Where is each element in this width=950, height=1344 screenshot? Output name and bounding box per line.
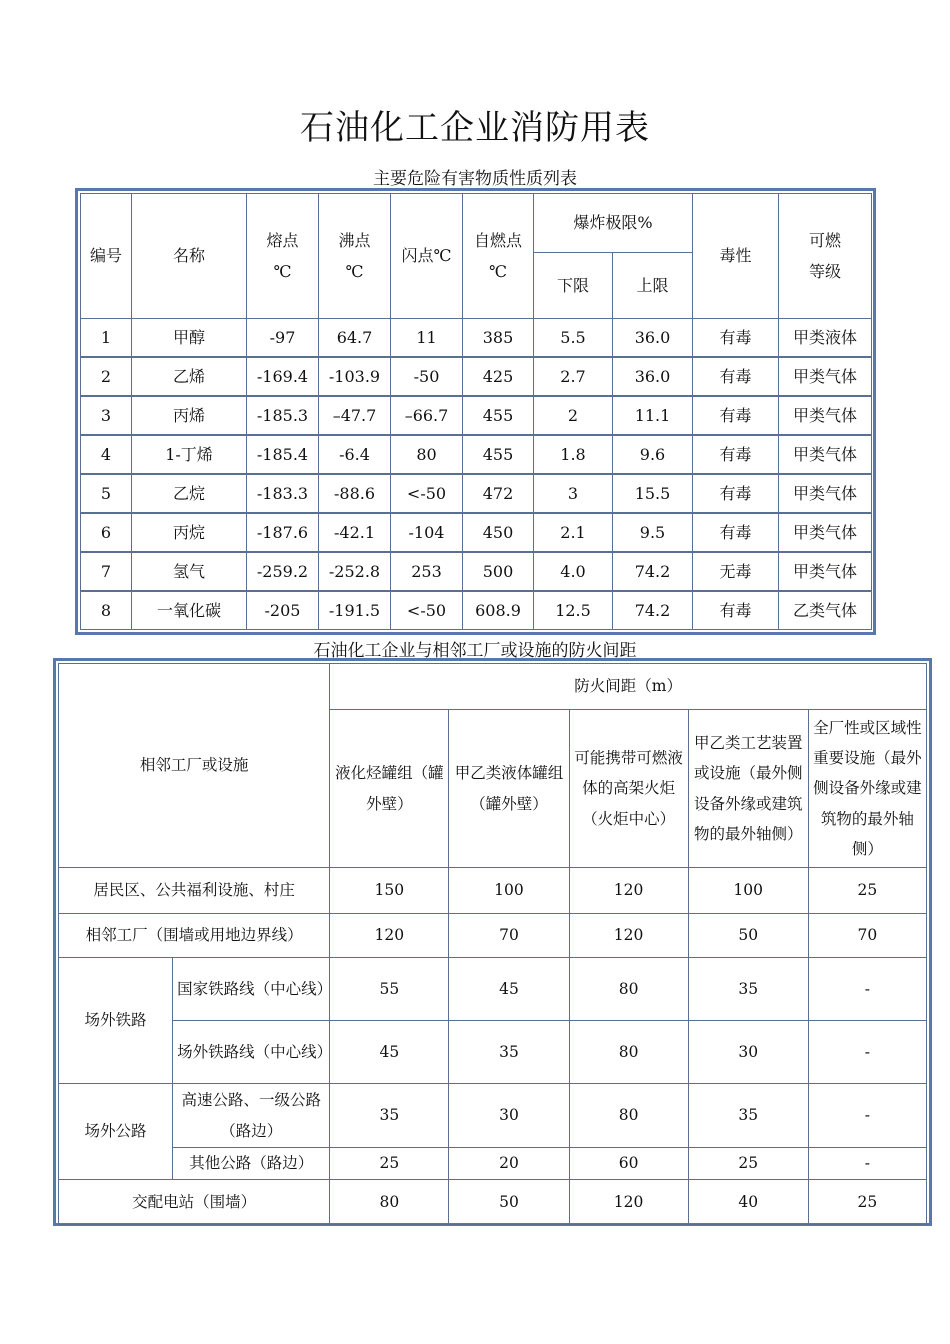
cell-no: 6 bbox=[81, 513, 132, 552]
cell-value: 80 bbox=[569, 958, 688, 1021]
cell-boil: -6.4 bbox=[319, 435, 391, 474]
cell-toxicity: 无毒 bbox=[693, 552, 779, 591]
cell-upper: 9.5 bbox=[613, 513, 693, 552]
cell-toxicity: 有毒 bbox=[693, 396, 779, 435]
table-row bbox=[81, 513, 872, 552]
cell-value: 35 bbox=[688, 958, 808, 1021]
cell-no: 1 bbox=[81, 319, 132, 357]
cell-value: 100 bbox=[688, 868, 808, 914]
table-row bbox=[81, 474, 872, 513]
cell-value: 50 bbox=[449, 1180, 569, 1225]
cell-grade: 甲类气体 bbox=[779, 435, 872, 474]
row-group-road: 场外公路 bbox=[59, 1084, 173, 1180]
cell-grade: 甲类气体 bbox=[779, 552, 872, 591]
header-melt bbox=[247, 194, 319, 319]
header-process-unit: 甲乙类工艺装置或设施（最外侧设备外缘或建筑物的最外轴侧） bbox=[688, 710, 808, 868]
cell-value: 20 bbox=[449, 1148, 569, 1180]
cell-value: 45 bbox=[330, 1021, 449, 1084]
table-row bbox=[59, 1180, 927, 1225]
cell-melt: -185.3 bbox=[247, 396, 319, 435]
row-group-railway: 场外铁路 bbox=[59, 958, 173, 1084]
cell-melt: -183.3 bbox=[247, 474, 319, 513]
table-row bbox=[59, 1084, 927, 1148]
cell-value: 80 bbox=[569, 1084, 688, 1148]
cell-flash: <-50 bbox=[391, 474, 463, 513]
cell-no: 5 bbox=[81, 474, 132, 513]
cell-flash: –66.7 bbox=[391, 396, 463, 435]
cell-value: 70 bbox=[808, 914, 926, 958]
cell-autoign: 608.9 bbox=[463, 591, 534, 629]
cell-boil: –47.7 bbox=[319, 396, 391, 435]
cell-value: 50 bbox=[688, 914, 808, 958]
cell-value: 60 bbox=[569, 1148, 688, 1180]
header-flare: 可能携带可燃液体的高架火炬（火炬中心） bbox=[569, 710, 688, 868]
cell-name: 乙烷 bbox=[132, 474, 247, 513]
cell-boil: -191.5 bbox=[319, 591, 391, 629]
header-boil-label: 沸点 bbox=[338, 230, 371, 250]
table-row bbox=[81, 357, 872, 396]
header-grade-label: 等级 bbox=[808, 262, 841, 281]
fire-distance-table bbox=[58, 663, 927, 1225]
cell-value: - bbox=[808, 958, 926, 1021]
cell-toxicity: 有毒 bbox=[693, 513, 779, 552]
cell-upper: 11.1 bbox=[613, 396, 693, 435]
table-row bbox=[59, 958, 927, 1021]
header-flammable-label: 可燃 bbox=[808, 230, 841, 250]
cell-value: - bbox=[808, 1021, 926, 1084]
cell-autoign: 385 bbox=[463, 319, 534, 357]
cell-value: 30 bbox=[449, 1084, 569, 1148]
cell-value: 100 bbox=[449, 868, 569, 914]
table-row bbox=[59, 1148, 927, 1180]
cell-value: 25 bbox=[808, 868, 926, 914]
cell-value: 35 bbox=[688, 1084, 808, 1148]
cell-flash: 80 bbox=[391, 435, 463, 474]
row-label-highway: 高速公路、一级公路（路边） bbox=[173, 1084, 330, 1148]
cell-grade: 甲类气体 bbox=[779, 474, 872, 513]
table-row bbox=[59, 868, 927, 914]
cell-upper: 9.6 bbox=[613, 435, 693, 474]
cell-melt: -259.2 bbox=[247, 552, 319, 591]
cell-no: 4 bbox=[81, 435, 132, 474]
cell-autoign: 472 bbox=[463, 474, 534, 513]
cell-value: 150 bbox=[330, 868, 449, 914]
header-boil bbox=[319, 194, 391, 319]
cell-grade: 甲类气体 bbox=[779, 396, 872, 435]
cell-value: 120 bbox=[330, 914, 449, 958]
cell-boil: -252.8 bbox=[319, 552, 391, 591]
cell-name: 一氧化碳 bbox=[132, 591, 247, 629]
cell-upper: 74.2 bbox=[613, 552, 693, 591]
cell-boil: -103.9 bbox=[319, 357, 391, 396]
cell-name: 氢气 bbox=[132, 552, 247, 591]
cell-lower: 1.8 bbox=[534, 435, 613, 474]
cell-name: 丙烷 bbox=[132, 513, 247, 552]
cell-grade: 甲类气体 bbox=[779, 513, 872, 552]
header-toxicity: 毒性 bbox=[693, 194, 779, 319]
cell-melt: -187.6 bbox=[247, 513, 319, 552]
cell-value: - bbox=[808, 1084, 926, 1148]
cell-grade: 甲类气体 bbox=[779, 357, 872, 396]
table-row bbox=[59, 914, 927, 958]
cell-value: 35 bbox=[330, 1084, 449, 1148]
cell-toxicity: 有毒 bbox=[693, 357, 779, 396]
table-row bbox=[81, 319, 872, 357]
cell-value: 25 bbox=[688, 1148, 808, 1180]
table-row bbox=[81, 591, 872, 629]
header-grade bbox=[779, 194, 872, 319]
header-facility: 相邻工厂或设施 bbox=[59, 664, 330, 868]
cell-toxicity: 有毒 bbox=[693, 435, 779, 474]
fire-distance-table-frame bbox=[53, 658, 932, 1226]
cell-value: 25 bbox=[808, 1180, 926, 1225]
cell-lower: 2.7 bbox=[534, 357, 613, 396]
cell-value: 55 bbox=[330, 958, 449, 1021]
cell-melt: -169.4 bbox=[247, 357, 319, 396]
cell-value: 25 bbox=[330, 1148, 449, 1180]
header-lower: 下限 bbox=[534, 253, 613, 319]
header-autoign-unit: ℃ bbox=[489, 262, 507, 281]
cell-name: 1-丁烯 bbox=[132, 435, 247, 474]
cell-lower: 4.0 bbox=[534, 552, 613, 591]
cell-toxicity: 有毒 bbox=[693, 474, 779, 513]
cell-no: 7 bbox=[81, 552, 132, 591]
cell-flash: -50 bbox=[391, 357, 463, 396]
header-flash: 闪点℃ bbox=[391, 194, 463, 319]
row-label-other-road: 其他公路（路边） bbox=[173, 1148, 330, 1180]
cell-name: 乙烯 bbox=[132, 357, 247, 396]
cell-value: - bbox=[808, 1148, 926, 1180]
header-explosive-limit: 爆炸极限% bbox=[534, 194, 693, 253]
cell-no: 2 bbox=[81, 357, 132, 396]
cell-value: 80 bbox=[330, 1180, 449, 1225]
cell-upper: 74.2 bbox=[613, 591, 693, 629]
cell-value: 70 bbox=[449, 914, 569, 958]
table1-caption: 主要危险有害物质性质列表 bbox=[373, 169, 577, 189]
cell-no: 8 bbox=[81, 591, 132, 629]
header-upper: 上限 bbox=[613, 253, 693, 319]
cell-lower: 2.1 bbox=[534, 513, 613, 552]
row-label-residential: 居民区、公共福利设施、村庄 bbox=[59, 868, 330, 914]
cell-lower: 3 bbox=[534, 474, 613, 513]
cell-autoign: 500 bbox=[463, 552, 534, 591]
cell-flash: <-50 bbox=[391, 591, 463, 629]
cell-toxicity: 有毒 bbox=[693, 319, 779, 357]
header-name: 名称 bbox=[132, 194, 247, 319]
header-autoign bbox=[463, 194, 534, 319]
header-fire-distance: 防火间距（m） bbox=[330, 664, 927, 710]
cell-flash: -104 bbox=[391, 513, 463, 552]
cell-lower: 2 bbox=[534, 396, 613, 435]
cell-boil: 64.7 bbox=[319, 319, 391, 357]
cell-toxicity: 有毒 bbox=[693, 591, 779, 629]
cell-melt: -205 bbox=[247, 591, 319, 629]
cell-autoign: 455 bbox=[463, 435, 534, 474]
cell-lower: 5.5 bbox=[534, 319, 613, 357]
cell-value: 120 bbox=[569, 1180, 688, 1225]
cell-autoign: 450 bbox=[463, 513, 534, 552]
cell-autoign: 455 bbox=[463, 396, 534, 435]
cell-value: 120 bbox=[569, 868, 688, 914]
cell-value: 120 bbox=[569, 914, 688, 958]
cell-name: 丙烯 bbox=[132, 396, 247, 435]
table-row bbox=[81, 435, 872, 474]
row-label-factory: 相邻工厂（围墙或用地边界线） bbox=[59, 914, 330, 958]
cell-boil: -42.1 bbox=[319, 513, 391, 552]
header-no: 编号 bbox=[81, 194, 132, 319]
header-key-facility: 全厂性或区域性重要设施（最外侧设备外缘或建筑物的最外轴侧） bbox=[808, 710, 926, 868]
cell-value: 35 bbox=[449, 1021, 569, 1084]
cell-lower: 12.5 bbox=[534, 591, 613, 629]
table2-caption: 石油化工企业与相邻工厂或设施的防火间距 bbox=[313, 641, 637, 661]
cell-autoign: 425 bbox=[463, 357, 534, 396]
cell-name: 甲醇 bbox=[132, 319, 247, 357]
row-label-national-railway: 国家铁路线（中心线） bbox=[173, 958, 330, 1021]
table-row bbox=[81, 396, 872, 435]
cell-melt: -97 bbox=[247, 319, 319, 357]
cell-upper: 36.0 bbox=[613, 357, 693, 396]
cell-flash: 11 bbox=[391, 319, 463, 357]
cell-boil: -88.6 bbox=[319, 474, 391, 513]
cell-melt: -185.4 bbox=[247, 435, 319, 474]
table-row bbox=[59, 1021, 927, 1084]
row-label-substation: 交配电站（围墙） bbox=[59, 1180, 330, 1225]
cell-flash: 253 bbox=[391, 552, 463, 591]
cell-grade: 甲类液体 bbox=[779, 319, 872, 357]
cell-value: 45 bbox=[449, 958, 569, 1021]
header-liquid-tank: 甲乙类液体罐组（罐外壁） bbox=[449, 710, 569, 868]
table-row bbox=[81, 552, 872, 591]
cell-value: 30 bbox=[688, 1021, 808, 1084]
row-label-offsite-railway: 场外铁路线（中心线） bbox=[173, 1021, 330, 1084]
cell-upper: 15.5 bbox=[613, 474, 693, 513]
header-lpg-tank: 液化烃罐组（罐外壁） bbox=[330, 710, 449, 868]
cell-no: 3 bbox=[81, 396, 132, 435]
header-boil-unit: ℃ bbox=[345, 262, 364, 281]
hazard-table-frame bbox=[75, 188, 876, 635]
hazard-properties-table bbox=[80, 193, 872, 630]
cell-value: 40 bbox=[688, 1180, 808, 1225]
page-title: 石油化工企业消防用表 bbox=[300, 108, 650, 148]
cell-grade: 乙类气体 bbox=[779, 591, 872, 629]
header-melt-label: 熔点 bbox=[266, 230, 299, 250]
cell-upper: 36.0 bbox=[613, 319, 693, 357]
header-autoign-label: 自燃点 bbox=[473, 230, 522, 250]
header-melt-unit: ℃ bbox=[273, 262, 292, 281]
cell-value: 80 bbox=[569, 1021, 688, 1084]
